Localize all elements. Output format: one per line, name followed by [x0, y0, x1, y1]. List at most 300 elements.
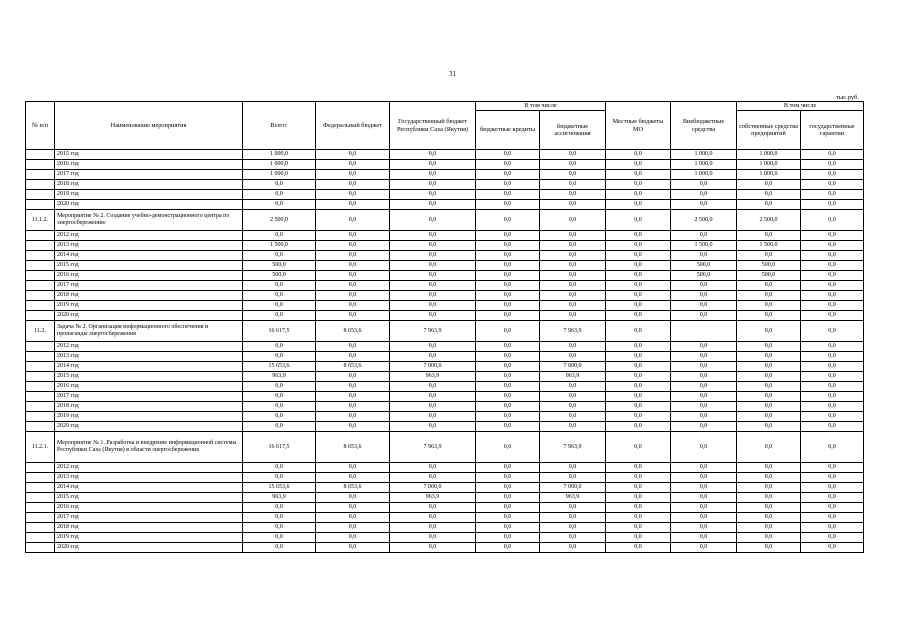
row-name: 2013 год	[55, 352, 243, 362]
row-value: 0,0	[476, 291, 540, 301]
year-row	[26, 493, 864, 503]
year-row	[26, 311, 864, 321]
row-number: 11.2.	[26, 321, 55, 342]
row-value: 500,0	[671, 261, 737, 271]
row-value: 0,0	[606, 432, 671, 463]
row-value: 0,0	[540, 301, 606, 311]
row-value: 0,0	[671, 473, 737, 483]
row-name: 2016 год	[55, 503, 243, 513]
row-number: 11.1.2.	[26, 210, 55, 231]
row-value: 1 000,0	[737, 170, 801, 180]
row-value: 0,0	[390, 311, 476, 321]
row-number	[26, 533, 55, 543]
row-number	[26, 402, 55, 412]
row-name: 2019 год	[55, 190, 243, 200]
row-value: 0,0	[606, 473, 671, 483]
row-value: 0,0	[540, 190, 606, 200]
header-in-that-1: В том числе	[476, 102, 606, 111]
row-value: 0,0	[390, 523, 476, 533]
row-value: 0,0	[737, 291, 801, 301]
row-value: 0,0	[390, 170, 476, 180]
row-value: 0,0	[737, 321, 801, 342]
year-row	[26, 190, 864, 200]
row-value: 0,0	[671, 251, 737, 261]
row-value: 0,0	[243, 422, 316, 432]
row-value: 0,0	[737, 523, 801, 533]
row-name: 2015 год	[55, 372, 243, 382]
row-name: 2016 год	[55, 160, 243, 170]
row-value: 0,0	[801, 210, 864, 231]
row-value: 0,0	[476, 200, 540, 210]
row-name: Задача № 2. Организация информационного обеспечения и пропаганды энергосбережения	[55, 321, 243, 342]
row-value: 0,0	[540, 463, 606, 473]
row-value: 0,0	[606, 523, 671, 533]
row-value: 0,0	[540, 382, 606, 392]
row-name: 2017 год	[55, 513, 243, 523]
row-name: 2016 год	[55, 382, 243, 392]
row-value: 0,0	[801, 382, 864, 392]
row-value: 0,0	[801, 291, 864, 301]
row-value: 0,0	[671, 513, 737, 523]
row-value: 0,0	[243, 473, 316, 483]
row-value: 0,0	[737, 281, 801, 291]
row-number	[26, 503, 55, 513]
row-name: 2014 год	[55, 483, 243, 493]
row-value: 0,0	[606, 311, 671, 321]
row-number	[26, 352, 55, 362]
row-value: 0,0	[801, 160, 864, 170]
row-value: 8 653,6	[316, 321, 390, 342]
year-row	[26, 372, 864, 382]
row-value: 0,0	[801, 190, 864, 200]
row-value: 15 653,6	[243, 483, 316, 493]
table-body	[26, 150, 864, 553]
row-value: 0,0	[606, 291, 671, 301]
row-name: 2020 год	[55, 543, 243, 553]
row-value: 0,0	[390, 301, 476, 311]
header-total: Всего:	[243, 102, 316, 150]
row-value: 0,0	[390, 412, 476, 422]
row-value: 0,0	[540, 231, 606, 241]
row-value: 963,9	[390, 372, 476, 382]
year-row	[26, 422, 864, 432]
row-number	[26, 382, 55, 392]
row-name: 2018 год	[55, 402, 243, 412]
row-value: 0,0	[801, 432, 864, 463]
row-value: 0,0	[243, 392, 316, 402]
row-number	[26, 231, 55, 241]
year-row	[26, 231, 864, 241]
row-value: 16 617,5	[243, 432, 316, 463]
row-value: 0,0	[801, 251, 864, 261]
row-value: 0,0	[737, 463, 801, 473]
row-number	[26, 513, 55, 523]
row-value: 0,0	[476, 432, 540, 463]
row-value: 0,0	[606, 321, 671, 342]
row-value: 0,0	[390, 382, 476, 392]
row-value: 0,0	[801, 271, 864, 281]
row-value: 0,0	[476, 311, 540, 321]
row-value: 0,0	[801, 543, 864, 553]
row-value: 1 000,0	[243, 160, 316, 170]
row-value: 0,0	[316, 422, 390, 432]
row-value: 7 000,0	[390, 483, 476, 493]
row-value: 0,0	[801, 170, 864, 180]
row-value: 0,0	[390, 402, 476, 412]
row-name: 2018 год	[55, 180, 243, 190]
row-value: 0,0	[606, 543, 671, 553]
row-value: 0,0	[671, 523, 737, 533]
row-name: Мероприятие № 1. Разработка и внедрение информационной системы Республики Саха (Якутия) в области энергосбережения	[55, 432, 243, 463]
row-value: 0,0	[737, 493, 801, 503]
row-value: 0,0	[606, 402, 671, 412]
year-row	[26, 281, 864, 291]
year-row	[26, 170, 864, 180]
row-value: 963,9	[540, 493, 606, 503]
row-value: 0,0	[606, 412, 671, 422]
row-value: 0,0	[671, 190, 737, 200]
row-value: 0,0	[316, 251, 390, 261]
row-name: 2015 год	[55, 493, 243, 503]
year-row	[26, 362, 864, 372]
row-value: 7 000,0	[540, 362, 606, 372]
row-value: 0,0	[606, 301, 671, 311]
row-value: 0,0	[801, 241, 864, 251]
row-value: 0,0	[476, 190, 540, 200]
row-value: 0,0	[316, 231, 390, 241]
row-name: 2012 год	[55, 463, 243, 473]
row-value: 7 963,9	[540, 321, 606, 342]
row-value: 0,0	[671, 432, 737, 463]
row-number	[26, 372, 55, 382]
row-value: 0,0	[476, 382, 540, 392]
row-value: 0,0	[476, 321, 540, 342]
row-number	[26, 523, 55, 533]
row-value: 0,0	[737, 362, 801, 372]
row-value: 0,0	[801, 321, 864, 342]
row-value: 0,0	[476, 261, 540, 271]
row-value: 0,0	[243, 281, 316, 291]
row-value: 0,0	[243, 543, 316, 553]
row-value: 0,0	[390, 190, 476, 200]
row-value: 0,0	[801, 513, 864, 523]
row-value: 7 000,0	[540, 483, 606, 493]
row-value: 0,0	[671, 392, 737, 402]
row-value: 0,0	[606, 372, 671, 382]
row-value: 963,9	[243, 493, 316, 503]
row-value: 0,0	[476, 180, 540, 190]
row-value: 0,0	[316, 170, 390, 180]
row-value: 0,0	[476, 160, 540, 170]
row-value: 0,0	[606, 200, 671, 210]
row-value: 0,0	[540, 503, 606, 513]
row-value: 0,0	[390, 150, 476, 160]
row-number	[26, 483, 55, 493]
year-row	[26, 271, 864, 281]
row-value: 0,0	[476, 241, 540, 251]
row-value: 0,0	[671, 180, 737, 190]
row-value: 500,0	[243, 271, 316, 281]
row-value: 0,0	[737, 301, 801, 311]
row-value: 500,0	[671, 271, 737, 281]
row-value: 0,0	[316, 241, 390, 251]
row-value: 0,0	[243, 412, 316, 422]
row-name: 2020 год	[55, 311, 243, 321]
row-number	[26, 150, 55, 160]
row-value: 0,0	[476, 362, 540, 372]
row-value: 0,0	[801, 200, 864, 210]
row-value: 0,0	[540, 311, 606, 321]
row-name: 2013 год	[55, 473, 243, 483]
row-value: 0,0	[316, 523, 390, 533]
row-number	[26, 281, 55, 291]
row-value: 0,0	[390, 261, 476, 271]
year-row	[26, 160, 864, 170]
row-value: 0,0	[316, 342, 390, 352]
row-value: 0,0	[316, 311, 390, 321]
row-value: 0,0	[316, 382, 390, 392]
row-value: 0,0	[671, 493, 737, 503]
row-value: 8 653,6	[316, 483, 390, 493]
row-number	[26, 261, 55, 271]
row-value: 0,0	[606, 271, 671, 281]
row-number	[26, 291, 55, 301]
row-value: 0,0	[316, 402, 390, 412]
row-value: 0,0	[390, 251, 476, 261]
row-value: 0,0	[390, 503, 476, 513]
row-value: 0,0	[476, 412, 540, 422]
row-value: 1 000,0	[671, 160, 737, 170]
year-row	[26, 533, 864, 543]
row-name: Мероприятие № 2. Создание учебно-демонстрационного центра по энергосбережению	[55, 210, 243, 231]
row-value: 0,0	[243, 503, 316, 513]
row-number	[26, 463, 55, 473]
row-value: 0,0	[606, 503, 671, 513]
row-value: 0,0	[316, 372, 390, 382]
row-number	[26, 311, 55, 321]
row-name: 2012 год	[55, 342, 243, 352]
row-value: 0,0	[671, 342, 737, 352]
row-value: 500,0	[737, 261, 801, 271]
row-value: 0,0	[390, 281, 476, 291]
row-value: 0,0	[316, 291, 390, 301]
row-value: 0,0	[737, 200, 801, 210]
row-value: 0,0	[540, 160, 606, 170]
row-value: 0,0	[606, 493, 671, 503]
row-value: 0,0	[476, 483, 540, 493]
row-value: 0,0	[737, 473, 801, 483]
row-value: 15 653,6	[243, 362, 316, 372]
row-value: 0,0	[737, 382, 801, 392]
row-value: 0,0	[316, 190, 390, 200]
row-value: 0,0	[606, 281, 671, 291]
row-value: 0,0	[390, 533, 476, 543]
row-name: 2018 год	[55, 523, 243, 533]
row-value: 0,0	[476, 402, 540, 412]
row-value: 0,0	[801, 372, 864, 382]
row-value: 0,0	[476, 473, 540, 483]
row-name: 2016 год	[55, 271, 243, 281]
row-value: 0,0	[737, 483, 801, 493]
row-value: 0,0	[801, 311, 864, 321]
row-number	[26, 180, 55, 190]
row-name: 2019 год	[55, 301, 243, 311]
row-value: 0,0	[671, 422, 737, 432]
row-value: 0,0	[671, 291, 737, 301]
row-value: 0,0	[671, 412, 737, 422]
row-value: 2 500,0	[737, 210, 801, 231]
row-value: 0,0	[606, 261, 671, 271]
row-value: 0,0	[316, 180, 390, 190]
row-value: 0,0	[606, 533, 671, 543]
row-value: 0,0	[737, 231, 801, 241]
row-number	[26, 170, 55, 180]
row-value: 0,0	[737, 543, 801, 553]
row-value: 0,0	[606, 190, 671, 200]
budget-table	[25, 101, 864, 553]
row-value: 0,0	[390, 422, 476, 432]
row-value: 0,0	[540, 241, 606, 251]
year-row	[26, 463, 864, 473]
row-value: 0,0	[476, 301, 540, 311]
header-local: Местные бюджеты МО	[606, 102, 671, 150]
row-value: 0,0	[540, 473, 606, 483]
row-value: 0,0	[801, 503, 864, 513]
row-value: 0,0	[540, 533, 606, 543]
row-value: 0,0	[606, 342, 671, 352]
row-number	[26, 412, 55, 422]
row-value: 0,0	[671, 281, 737, 291]
row-value: 0,0	[243, 291, 316, 301]
row-value: 1 000,0	[243, 150, 316, 160]
row-value: 0,0	[540, 281, 606, 291]
row-value: 0,0	[243, 342, 316, 352]
event-row	[26, 210, 864, 231]
year-row	[26, 483, 864, 493]
row-value: 0,0	[540, 412, 606, 422]
row-value: 0,0	[390, 200, 476, 210]
row-value: 0,0	[390, 543, 476, 553]
row-value: 0,0	[737, 533, 801, 543]
year-row	[26, 261, 864, 271]
row-name: 2017 год	[55, 392, 243, 402]
row-value: 0,0	[243, 251, 316, 261]
row-value: 0,0	[540, 402, 606, 412]
row-value: 0,0	[316, 150, 390, 160]
row-value: 0,0	[243, 231, 316, 241]
row-value: 0,0	[540, 392, 606, 402]
row-value: 0,0	[243, 402, 316, 412]
row-value: 0,0	[316, 352, 390, 362]
header-budget-allocations: бюджетные ассигнования	[540, 111, 606, 150]
row-value: 0,0	[540, 342, 606, 352]
row-value: 0,0	[801, 342, 864, 352]
row-value: 0,0	[316, 271, 390, 281]
row-value: 1 000,0	[671, 150, 737, 160]
header-state: Государственный бюджет Республики Саха (Якутия)	[390, 102, 476, 150]
row-value: 0,0	[737, 432, 801, 463]
row-number	[26, 160, 55, 170]
row-name: 2014 год	[55, 362, 243, 372]
row-value: 0,0	[316, 473, 390, 483]
row-value: 0,0	[316, 160, 390, 170]
row-number	[26, 362, 55, 372]
row-value: 0,0	[671, 231, 737, 241]
table-header	[26, 102, 864, 150]
header-name: Наименование мероприятия	[55, 102, 243, 150]
year-row	[26, 382, 864, 392]
row-name: 2017 год	[55, 170, 243, 180]
row-value: 0,0	[390, 342, 476, 352]
row-value: 0,0	[316, 281, 390, 291]
row-value: 0,0	[737, 503, 801, 513]
row-value: 1 000,0	[671, 170, 737, 180]
row-value: 0,0	[540, 200, 606, 210]
row-value: 0,0	[316, 301, 390, 311]
row-value: 0,0	[801, 281, 864, 291]
row-value: 0,0	[316, 513, 390, 523]
row-number	[26, 301, 55, 311]
row-value: 0,0	[540, 513, 606, 523]
year-row	[26, 301, 864, 311]
row-value: 0,0	[801, 402, 864, 412]
row-value: 0,0	[801, 473, 864, 483]
row-value: 0,0	[671, 503, 737, 513]
header-num: № п/п	[26, 102, 55, 150]
row-value: 0,0	[243, 463, 316, 473]
row-value: 1 500,0	[671, 241, 737, 251]
row-name: 2015 год	[55, 150, 243, 160]
row-value: 0,0	[801, 412, 864, 422]
row-value: 0,0	[540, 422, 606, 432]
year-row	[26, 543, 864, 553]
row-value	[671, 321, 737, 342]
row-value: 0,0	[606, 160, 671, 170]
row-value: 0,0	[801, 301, 864, 311]
row-name: 2019 год	[55, 412, 243, 422]
row-value: 0,0	[737, 513, 801, 523]
year-row	[26, 352, 864, 362]
row-value: 0,0	[476, 210, 540, 231]
row-value: 0,0	[316, 533, 390, 543]
row-value: 0,0	[243, 301, 316, 311]
row-value: 0,0	[671, 543, 737, 553]
row-value: 7 963,9	[390, 321, 476, 342]
row-value: 0,0	[476, 543, 540, 553]
row-value: 0,0	[316, 210, 390, 231]
row-value: 0,0	[606, 180, 671, 190]
row-value: 0,0	[476, 342, 540, 352]
row-value: 0,0	[476, 463, 540, 473]
row-value: 1 000,0	[243, 170, 316, 180]
row-number	[26, 241, 55, 251]
row-value: 0,0	[390, 291, 476, 301]
row-value: 0,0	[671, 362, 737, 372]
year-row	[26, 241, 864, 251]
row-value: 1 000,0	[737, 150, 801, 160]
row-value: 0,0	[606, 251, 671, 261]
row-value: 2 500,0	[243, 210, 316, 231]
row-value: 0,0	[671, 352, 737, 362]
header-budget-credits: бюджетные кредиты	[476, 111, 540, 150]
row-value: 0,0	[801, 463, 864, 473]
row-value: 0,0	[606, 241, 671, 251]
header-federal: Федеральный бюджет	[316, 102, 390, 150]
row-value: 0,0	[801, 352, 864, 362]
row-value: 0,0	[737, 251, 801, 261]
row-value: 0,0	[540, 291, 606, 301]
row-value: 2 500,0	[671, 210, 737, 231]
